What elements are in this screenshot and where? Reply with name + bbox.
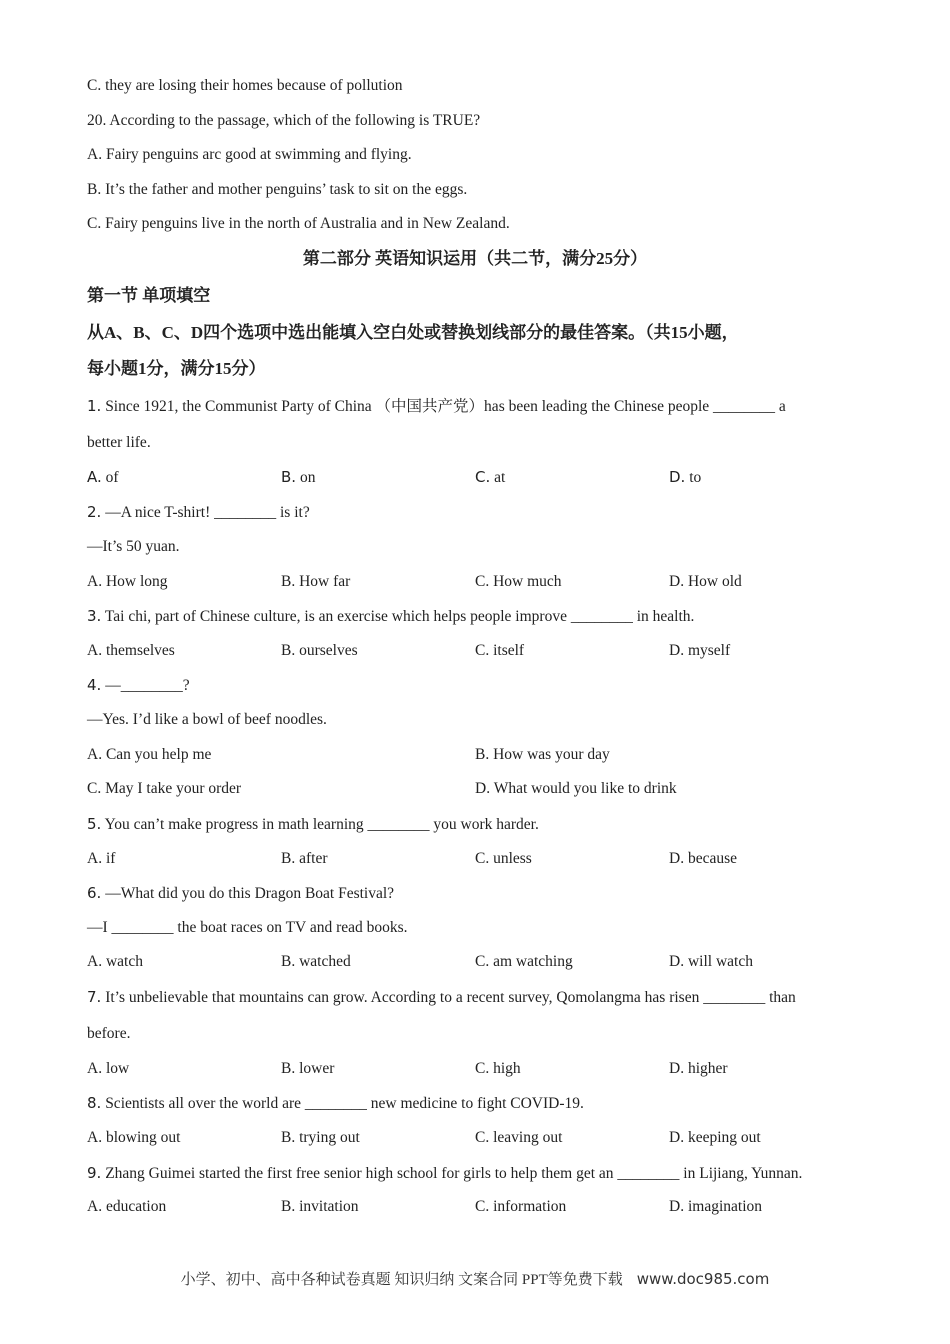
question-stem-continued: —Yes. I’d like a bowl of beef noodles. (87, 711, 327, 728)
option-d: D. because (669, 850, 738, 867)
option-a: A. Can you help me (87, 746, 212, 763)
option-b: B. on (281, 468, 316, 486)
question-20-stem: 20. According to the passage, which of the following is TRUE? (87, 112, 481, 129)
option-b: B. watched (281, 953, 351, 970)
option-a: A. of (87, 468, 119, 486)
option-d: D. keeping out (669, 1129, 761, 1146)
question-stem-continued: —I ________ the boat races on TV and read books. (87, 919, 408, 936)
page-footer (0, 1268, 950, 1289)
option-c: C. at (475, 468, 506, 486)
option-d: D. higher (669, 1060, 728, 1077)
question-stem: 1. Since 1921, the Communist Party of China （中国共产党）has been leading the Chinese people ________ a (87, 397, 786, 415)
question-stem: 9. Zhang Guimei started the first free senior high school for girls to help them get an ________ in Lijiang, Yunnan. (87, 1164, 803, 1182)
option-d: D. to (669, 468, 702, 486)
question-stem-continued: before. (87, 1025, 131, 1042)
option-d: D. imagination (669, 1198, 762, 1215)
question-20-option-b: B. It’s the father and mother penguins’ task to sit on the eggs. (87, 181, 468, 198)
option-a: A. education (87, 1198, 167, 1215)
option-c: C. unless (475, 850, 532, 867)
question-stem: 3. Tai chi, part of Chinese culture, is an exercise which helps people improve ________ in health. (87, 607, 695, 625)
question-stem: 6. —What did you do this Dragon Boat Festival? (87, 884, 395, 902)
option-b: B. How was your day (475, 746, 610, 763)
instruction-line-1: 从A、B、C、D四个选项中选出能填入空白处或替换划线部分的最佳答案。（共15小题， (87, 323, 739, 342)
option-a: A. blowing out (87, 1129, 181, 1146)
option-b: B. How far (281, 573, 351, 590)
option-b: B. invitation (281, 1198, 359, 1215)
option-c: C. itself (475, 642, 525, 659)
option-d: D. How old (669, 573, 742, 590)
option-c: C. am watching (475, 953, 573, 970)
question-stem-continued: —It’s 50 yuan. (87, 538, 180, 555)
option-b: B. ourselves (281, 642, 358, 659)
option-d: D. myself (669, 642, 731, 659)
option-a: A. low (87, 1060, 130, 1077)
option-d: D. will watch (669, 953, 753, 970)
option-c: C. How much (475, 573, 562, 590)
option-a: A. How long (87, 573, 168, 590)
question-19-option-c: C. they are losing their homes because of pollution (87, 77, 403, 94)
option-a: A. watch (87, 953, 143, 970)
option-d: D. What would you like to drink (475, 780, 677, 797)
option-c: C. May I take your order (87, 780, 242, 797)
option-b: B. after (281, 850, 328, 867)
question-stem: 2. —A nice T-shirt! ________ is it? (87, 503, 310, 521)
question-stem: 5. You can’t make progress in math learning ________ you work harder. (87, 815, 539, 833)
question-20-option-a: A. Fairy penguins arc good at swimming and flying. (87, 146, 412, 163)
option-c: C. high (475, 1060, 521, 1077)
option-a: A. if (87, 850, 116, 867)
option-b: B. lower (281, 1060, 335, 1077)
part-title: 第二部分 英语知识运用（共二节，满分25分） (302, 249, 648, 268)
section-title: 第一节 单项填空 (87, 286, 211, 305)
option-c: C. leaving out (475, 1129, 563, 1146)
option-a: A. themselves (87, 642, 175, 659)
question-stem: 7. It’s unbelievable that mountains can grow. According to a recent survey, Qomolangma has risen ________ than (87, 988, 796, 1006)
instruction-line-2: 每小题1分，满分15分） (87, 359, 266, 378)
option-b: B. trying out (281, 1129, 360, 1146)
question-20-option-c: C. Fairy penguins live in the north of Australia and in New Zealand. (87, 215, 510, 232)
question-stem: 8. Scientists all over the world are ________ new medicine to fight COVID-19. (87, 1094, 584, 1112)
question-stem: 4. —________? (87, 676, 190, 694)
option-c: C. information (475, 1198, 567, 1215)
footer-text: 小学、初中、高中各种试卷真题 知识归纳 文案合同 PPT等免费下载 (180, 1272, 623, 1288)
question-stem-continued: better life. (87, 434, 151, 451)
footer-site-link[interactable]: www.doc985.com (636, 1270, 770, 1288)
